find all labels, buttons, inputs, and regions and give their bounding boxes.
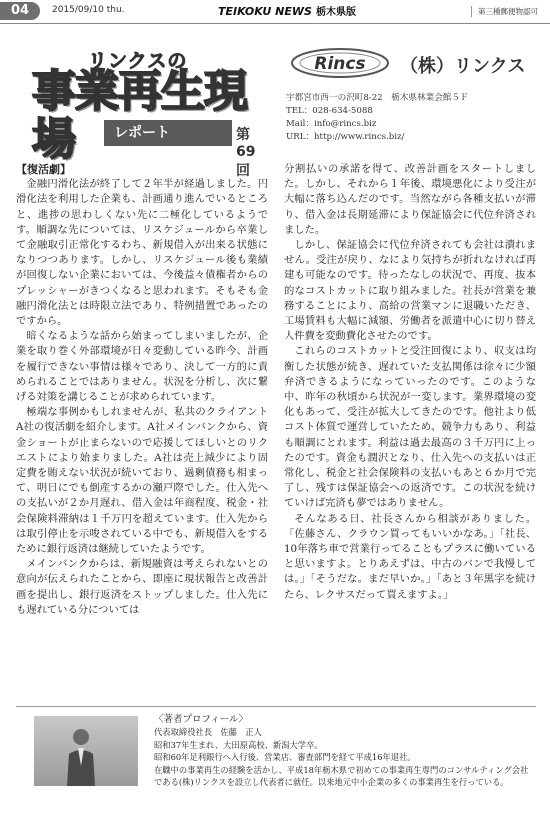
paper-name [218, 3, 356, 18]
title-main: 事業再生現場 [32, 66, 247, 165]
logo-text: Rincs [314, 54, 366, 74]
issue-number: 第69回 [236, 127, 256, 179]
paragraph: そんなある日、社長さんから相談がありました。「佐藤さん、クラウン買ってもいいかなあ。」「社長、10年落ち車で営業行ってることもプラスに働いていると思いますよ。とりあえずは、中古のバンで我慢しては。」「そうだな。まだ早いか。」「あと３年黒字を続けたら、レクサスだって買えますよ。」 [284, 512, 536, 601]
paragraph: 分割払いの承諾を得て、改善計画をスタートしました。しかし、それから１年後、環境悪化により受注が大幅に落ち込んだのです。当然ながら各種支払いが滞り、借入金は長期延滞により保証協会に代位弁済されました。 [284, 163, 536, 236]
company-address: 宇都宮市西一の沢町8-22 栃木県林業会館５Ｆ [286, 93, 469, 103]
company-contact [286, 92, 469, 144]
person-icon [64, 726, 98, 786]
author-profile [154, 714, 536, 788]
paragraph: 暗くなるような話から始まってしまいましたが、企業を取り巻く外部環境が日々変動している昨今、計画を履行できない事情は様々であり、決して一方的に責められることではありません。状況を分析し、次に繋げる対策を講じることが求められています。 [16, 330, 268, 404]
paragraph: メインバンクからは、新規融資は考えられないとの意向が伝えられたことから、即座に現状報告と改善計画を提出し、銀行返済をストップしました。仕入先にも遅れている分については [16, 558, 268, 616]
profile-heading: 〈著者プロフィール〉 [154, 714, 249, 725]
paper-title: TEIKOKU NEWS [218, 5, 312, 18]
company-logo [290, 46, 390, 80]
author-photo [34, 716, 138, 786]
company-url[interactable]: URL：http://www.rincs.biz/ [286, 132, 405, 142]
page-number: 04 [0, 2, 40, 20]
title-report: レポート [104, 120, 232, 146]
article-heading: 【復活劇】 [16, 163, 71, 176]
article-column-left [16, 162, 268, 618]
postal-notice: 第三種郵便物認可 [471, 6, 538, 17]
company-box [280, 40, 530, 148]
divider [16, 706, 536, 707]
profile-line: 昭和60年足利銀行へ入行後、営業店、審査部門を経て平成16年退社。 [154, 752, 416, 763]
paragraph: しかし、保証協会に代位弁済されても会社は潰れません。受注が戻り、なにより気持ちが折れなければ再建も可能なのです。待ったなしの状況で、再度、抜本的なコストカットに取り組みました。社長が営業を兼務することにより、高給の営業マンに退職いただき、工場賃料も大幅に減額、労働者を派遣中心に切り替え人件費を変動費化させたのです。 [284, 239, 536, 343]
issue-date: 2015/09/10 thu. [52, 5, 125, 15]
profile-line: 代表取締役社長 佐藤 正人 [154, 727, 262, 738]
company-name: （株）リンクス [400, 56, 526, 77]
article-column-right [284, 162, 536, 603]
newspaper-header [0, 0, 550, 24]
paragraph: 極端な事例かもしれませんが、私共のクライアントA社の復活劇を紹介します。A社メインバンクから、資金ショートが止まらないので応援してほしいとのリクエストにより始まりました。A社は売上減少により固定費を賄えない状況が続いており、過剰債務も相まって、明日にでも倒産するかの瀬戸際でした。仕入先への支払いが２か月遅れ、借入金は年商程度、税金・社会保険料滞納は１千万円を超えています。仕入先からは取引停止を示唆されている中でも、新規借入をするために銀行返済は継続していたようです。 [16, 406, 268, 556]
profile-line: 在職中の事業再生の経験を活かし、平成18年栃木県で初めての事業再生専門のコンサルティング会社である(株)リンクスを設立し代表者に就任。以来地元中小企業の多くの事業再生を行っている。 [154, 764, 529, 788]
paragraph: これらのコストカットと受注回復により、収支は均衡した状態が続き、遅れていた支払関係は徐々に少額弁済できるようになっていったのです。このような中、昨年の秋頃から状況が一変します。業界環境の変化もあって、受注が拡大してきたのです。他社より低コスト体質で運営していたため、競争力もあり、利益も順調にとれます。利益は過去最高の３千万円に上ったのです。資金も潤沢となり、仕入先への支払いは正常化し、税金と社会保険料の支払いもあと６か月で完了し、残すは保証協会への返済です。この状況を続けていけば完済も夢ではありません。 [284, 345, 536, 510]
title-prefix: リンクスの [88, 50, 188, 72]
company-mail[interactable]: Mail：info@rincs.biz [286, 119, 377, 129]
edition-label: 栃木県版 [315, 7, 356, 18]
paragraph: 金融円滑化法が終了して２年半が経過しました。円滑化法を利用した企業も、計画通り進んでいるところと、進捗の思わしくない先に二極化しているようです。順調な先については、リスケジュールから卒業して金融取引正常化するわち、新規借入が出来る状態になりつつあります。しかし、リスケジュール後も業績が回復しない企業においては、今後益々債権者からのプレッシャーがきつくなると思われます。そもそも金融円滑化法とは時限立法であり、特例措置であったのですから。 [16, 178, 268, 328]
company-tel: TEL：028-634-5088 [286, 106, 373, 116]
profile-line: 昭和37年生まれ、大田原高校、新潟大学卒。 [154, 739, 323, 750]
